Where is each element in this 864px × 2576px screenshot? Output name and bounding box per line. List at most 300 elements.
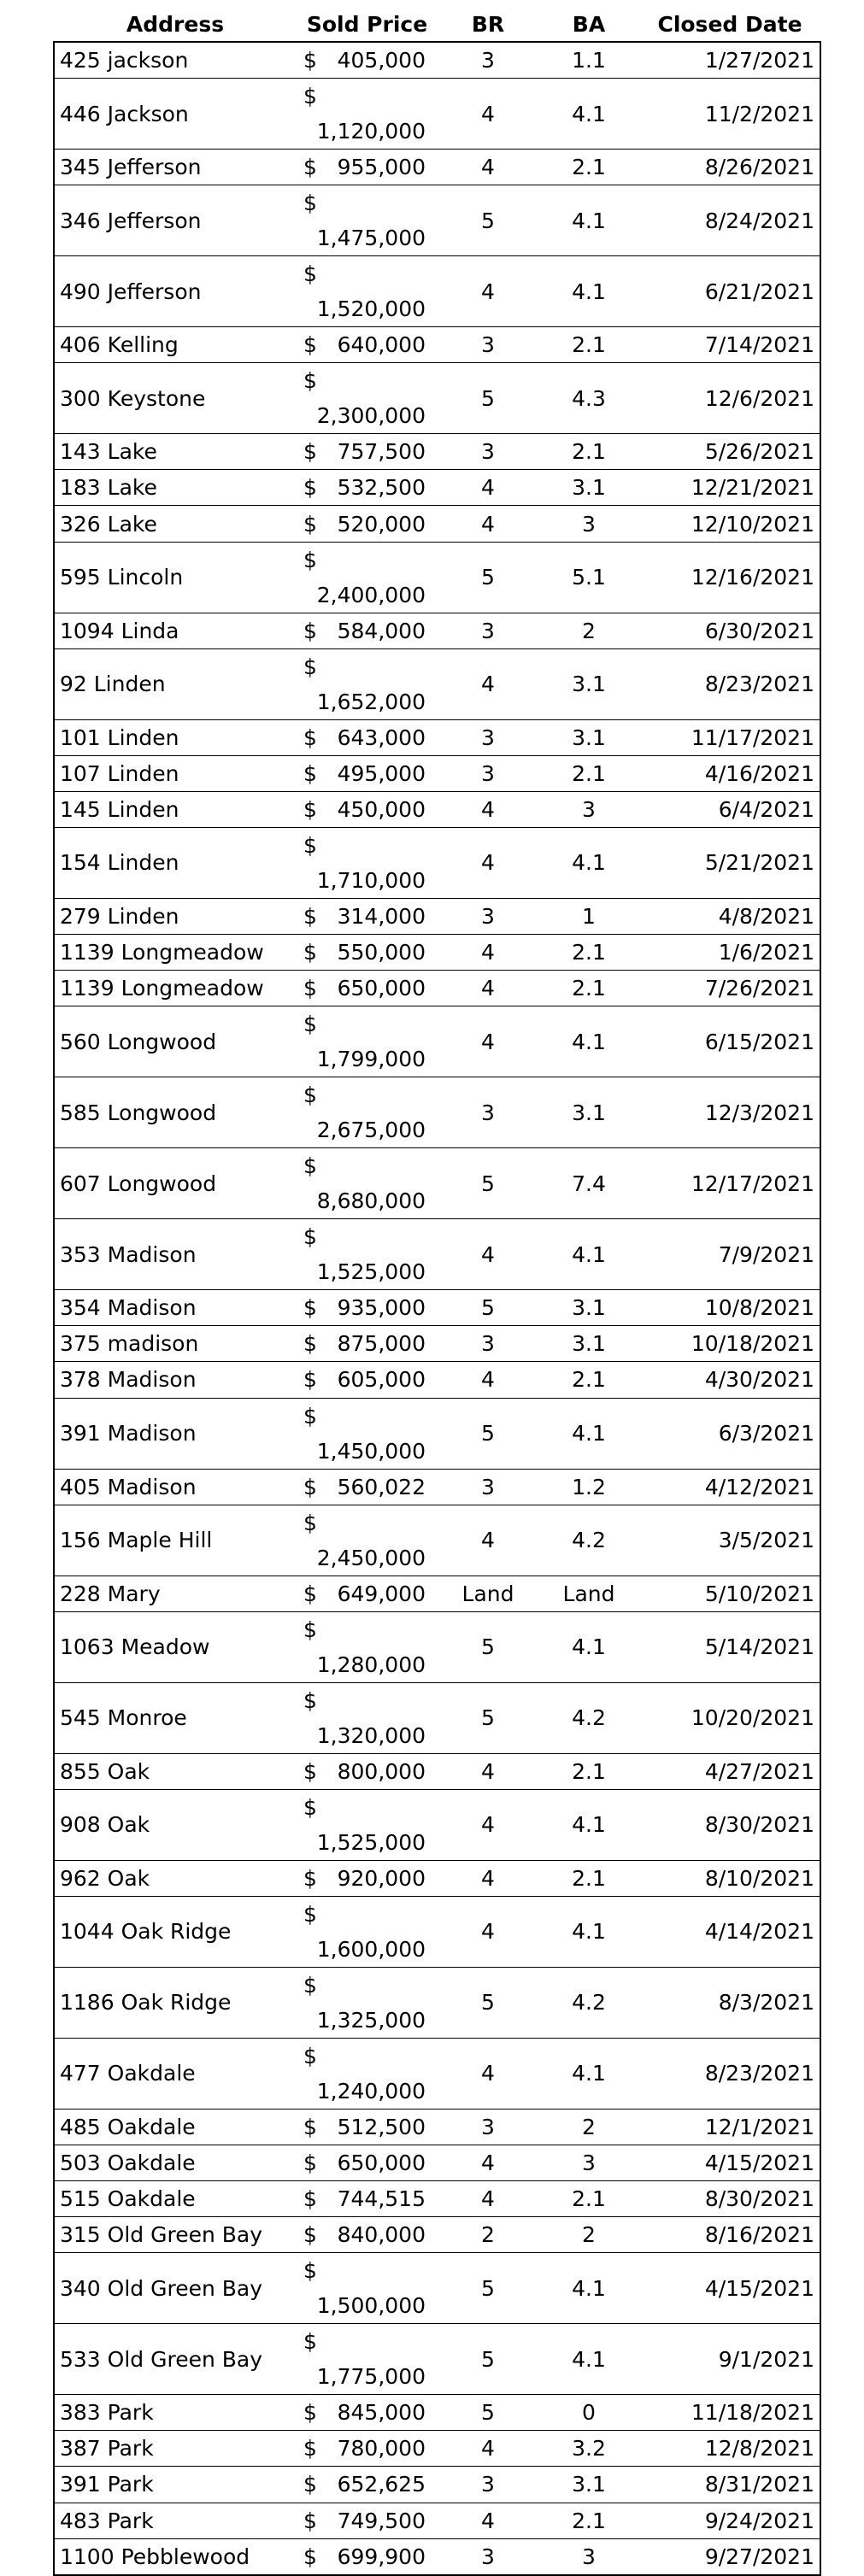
currency-symbol: $	[303, 48, 317, 73]
cell-sold-price	[297, 42, 438, 79]
cell-ba: 2.1	[538, 1753, 639, 1789]
cell-closed-date: 4/27/2021	[639, 1753, 820, 1789]
price-amount: 532,500	[337, 475, 426, 501]
cell-ba: 1	[538, 898, 639, 934]
cell-ba: 4.2	[538, 1682, 639, 1753]
table-row	[54, 1576, 820, 1611]
cell-ba: 3.1	[538, 648, 639, 719]
cell-address: 503 Oakdale	[54, 2145, 297, 2180]
table-row	[54, 755, 820, 791]
cell-address: 545 Monroe	[54, 1682, 297, 1753]
cell-closed-date: 12/3/2021	[639, 1077, 820, 1148]
cell-address: 101 Linden	[54, 719, 297, 755]
cell-address: 228 Mary	[54, 1576, 297, 1611]
cell-closed-date: 4/12/2021	[639, 1469, 820, 1505]
price-amount: 699,900	[337, 2544, 426, 2569]
cell-closed-date: 6/4/2021	[639, 791, 820, 827]
cell-sold-price	[297, 2431, 438, 2467]
price-amount: 512,500	[337, 2114, 426, 2139]
cell-ba: 7.4	[538, 1148, 639, 1219]
cell-address: 391 Park	[54, 2467, 297, 2503]
cell-br: 3	[438, 2538, 538, 2575]
price-amount: 314,000	[337, 903, 426, 929]
price-amount: 520,000	[337, 511, 426, 537]
cell-address: 446 Jackson	[54, 79, 297, 150]
cell-closed-date: 12/1/2021	[639, 2109, 820, 2145]
currency-symbol: $	[303, 2258, 317, 2284]
cell-ba: 4.1	[538, 1006, 639, 1077]
cell-br: 4	[438, 2503, 538, 2538]
table-row	[54, 971, 820, 1006]
price-amount: 2,450,000	[316, 1545, 426, 1570]
price-amount: 840,000	[337, 2222, 426, 2248]
price-amount: 550,000	[337, 940, 426, 965]
cell-closed-date: 4/15/2021	[639, 2145, 820, 2180]
currency-symbol: $	[303, 2329, 317, 2355]
table-row	[54, 506, 820, 542]
cell-closed-date: 6/30/2021	[639, 613, 820, 648]
table-row	[54, 542, 820, 613]
price-amount: 1,600,000	[316, 1936, 426, 1962]
currency-symbol: $	[303, 1794, 317, 1820]
currency-symbol: $	[303, 1901, 317, 1927]
cell-sold-price	[297, 327, 438, 363]
cell-br: 4	[438, 1860, 538, 1896]
price-amount: 560,022	[337, 1474, 426, 1499]
price-amount: 652,625	[337, 2472, 426, 2497]
cell-sold-price	[297, 1611, 438, 1682]
cell-closed-date: 7/14/2021	[639, 327, 820, 363]
cell-ba: 2	[538, 2109, 639, 2145]
table-row	[54, 2181, 820, 2217]
currency-symbol: $	[303, 618, 317, 643]
table-row	[54, 1789, 820, 1860]
table-row	[54, 1611, 820, 1682]
cell-closed-date: 8/23/2021	[639, 648, 820, 719]
currency-symbol: $	[303, 940, 317, 965]
table-row	[54, 2217, 820, 2253]
price-amount: 780,000	[337, 2436, 426, 2462]
cell-sold-price	[297, 935, 438, 971]
currency-symbol: $	[303, 1083, 317, 1108]
cell-ba: 2.1	[538, 1362, 639, 1398]
currency-symbol: $	[303, 2114, 317, 2139]
cell-ba: 3	[538, 791, 639, 827]
table-row	[54, 1148, 820, 1219]
cell-address: 300 Keystone	[54, 363, 297, 434]
price-amount: 640,000	[337, 332, 426, 358]
currency-symbol: $	[303, 2508, 317, 2533]
cell-address: 340 Old Green Bay	[54, 2253, 297, 2324]
cell-ba: Land	[538, 1576, 639, 1611]
table-row	[54, 1469, 820, 1505]
table-row	[54, 434, 820, 470]
cell-closed-date: 6/15/2021	[639, 1006, 820, 1077]
cell-closed-date: 11/18/2021	[639, 2395, 820, 2431]
currency-symbol: $	[303, 654, 317, 679]
cell-sold-price	[297, 2038, 438, 2109]
cell-closed-date: 12/21/2021	[639, 470, 820, 506]
cell-address: 387 Park	[54, 2431, 297, 2467]
table-row	[54, 2253, 820, 2324]
header-address: Address	[126, 11, 225, 37]
cell-ba: 3.1	[538, 1326, 639, 1362]
price-amount: 875,000	[337, 1331, 426, 1357]
price-amount: 1,500,000	[316, 2293, 426, 2319]
cell-closed-date: 11/2/2021	[639, 79, 820, 150]
cell-br: 4	[438, 2181, 538, 2217]
cell-closed-date: 8/24/2021	[639, 185, 820, 256]
cell-br: 3	[438, 327, 538, 363]
cell-sold-price	[297, 827, 438, 898]
table-row	[54, 1219, 820, 1290]
cell-closed-date: 8/26/2021	[639, 150, 820, 185]
currency-symbol: $	[303, 1367, 317, 1393]
cell-ba: 4.1	[538, 2324, 639, 2395]
cell-address: 406 Kelling	[54, 327, 297, 363]
currency-symbol: $	[303, 475, 317, 501]
spreadsheet	[53, 7, 821, 2576]
price-amount: 1,652,000	[316, 689, 426, 714]
cell-sold-price	[297, 79, 438, 150]
cell-sold-price	[297, 1326, 438, 1362]
cell-br: 3	[438, 613, 538, 648]
cell-closed-date: 12/16/2021	[639, 542, 820, 613]
table-row	[54, 327, 820, 363]
cell-br: 4	[438, 1219, 538, 1290]
table-row	[54, 2145, 820, 2180]
cell-address: 346 Jefferson	[54, 185, 297, 256]
table-row	[54, 2324, 820, 2395]
cell-br: 5	[438, 542, 538, 613]
cell-closed-date: 11/17/2021	[639, 719, 820, 755]
cell-closed-date: 10/18/2021	[639, 1326, 820, 1362]
cell-ba: 2.1	[538, 2181, 639, 2217]
cell-address: 1100 Pebblewood	[54, 2538, 297, 2575]
cell-closed-date: 9/1/2021	[639, 2324, 820, 2395]
price-amount: 2,675,000	[316, 1118, 426, 1143]
cell-ba: 3.1	[538, 719, 639, 755]
cell-br: 4	[438, 1753, 538, 1789]
cell-sold-price	[297, 2145, 438, 2180]
table-row	[54, 79, 820, 150]
price-amount: 800,000	[337, 1758, 426, 1784]
header-row	[54, 7, 820, 42]
price-amount: 845,000	[337, 2400, 426, 2426]
currency-symbol: $	[303, 332, 317, 358]
cell-sold-price	[297, 1860, 438, 1896]
cell-br: 4	[438, 1789, 538, 1860]
cell-address: 345 Jefferson	[54, 150, 297, 185]
cell-sold-price	[297, 185, 438, 256]
cell-br: Land	[438, 1576, 538, 1611]
price-amount: 1,799,000	[316, 1047, 426, 1072]
currency-symbol: $	[303, 1474, 317, 1499]
table-row	[54, 1967, 820, 2038]
cell-address: 1094 Linda	[54, 613, 297, 648]
cell-closed-date: 10/8/2021	[639, 1290, 820, 1326]
cell-br: 5	[438, 1611, 538, 1682]
cell-br: 4	[438, 2038, 538, 2109]
currency-symbol: $	[303, 1581, 317, 1606]
currency-symbol: $	[303, 1510, 317, 1535]
cell-address: 483 Park	[54, 2503, 297, 2538]
cell-br: 2	[438, 2217, 538, 2253]
cell-sold-price	[297, 542, 438, 613]
cell-closed-date: 6/3/2021	[639, 1398, 820, 1469]
cell-closed-date: 1/27/2021	[639, 42, 820, 79]
cell-sold-price	[297, 1077, 438, 1148]
table-row	[54, 2503, 820, 2538]
cell-closed-date: 9/27/2021	[639, 2538, 820, 2575]
cell-sold-price	[297, 363, 438, 434]
currency-symbol: $	[303, 832, 317, 858]
header-sold-price: Sold Price	[306, 11, 428, 37]
cell-ba: 4.1	[538, 2038, 639, 2109]
cell-sold-price	[297, 1753, 438, 1789]
table-row	[54, 150, 820, 185]
price-amount: 1,710,000	[316, 867, 426, 893]
cell-closed-date: 9/24/2021	[639, 2503, 820, 2538]
price-amount: 744,515	[337, 2186, 426, 2212]
cell-br: 4	[438, 2145, 538, 2180]
cell-address: 315 Old Green Bay	[54, 2217, 297, 2253]
cell-closed-date: 4/14/2021	[639, 1896, 820, 1967]
cell-address: 425 jackson	[54, 42, 297, 79]
currency-symbol: $	[303, 976, 317, 1001]
cell-br: 5	[438, 1398, 538, 1469]
price-amount: 1,280,000	[316, 1652, 426, 1677]
cell-closed-date: 3/5/2021	[639, 1505, 820, 1576]
table-row	[54, 42, 820, 79]
cell-sold-price	[297, 2181, 438, 2217]
cell-ba: 3	[538, 2145, 639, 2180]
cell-closed-date: 8/16/2021	[639, 2217, 820, 2253]
table-body	[54, 42, 820, 2575]
price-amount: 605,000	[337, 1367, 426, 1393]
currency-symbol: $	[303, 1972, 317, 1998]
currency-symbol: $	[303, 1012, 317, 1037]
cell-closed-date: 7/9/2021	[639, 1219, 820, 1290]
cell-address: 375 madison	[54, 1326, 297, 1362]
cell-ba: 2.1	[538, 1860, 639, 1896]
cell-address: 405 Madison	[54, 1469, 297, 1505]
cell-ba: 4.1	[538, 827, 639, 898]
cell-sold-price	[297, 1682, 438, 1753]
currency-symbol: $	[303, 155, 317, 180]
cell-address: 353 Madison	[54, 1219, 297, 1290]
table-row	[54, 2109, 820, 2145]
cell-br: 4	[438, 2431, 538, 2467]
cell-closed-date: 6/21/2021	[639, 256, 820, 327]
currency-symbol: $	[303, 84, 317, 109]
currency-symbol: $	[303, 1865, 317, 1891]
price-amount: 405,000	[337, 48, 426, 73]
cell-sold-price	[297, 1219, 438, 1290]
cell-address: 477 Oakdale	[54, 2038, 297, 2109]
cell-ba: 1.1	[538, 42, 639, 79]
price-amount: 1,320,000	[316, 1722, 426, 1748]
cell-br: 5	[438, 185, 538, 256]
cell-address: 1044 Oak Ridge	[54, 1896, 297, 1967]
cell-ba: 4.3	[538, 363, 639, 434]
cell-address: 515 Oakdale	[54, 2181, 297, 2217]
cell-ba: 2.1	[538, 150, 639, 185]
price-amount: 1,120,000	[316, 119, 426, 144]
price-amount: 1,475,000	[316, 226, 426, 251]
cell-ba: 4.1	[538, 185, 639, 256]
cell-sold-price	[297, 1505, 438, 1576]
cell-address: 391 Madison	[54, 1398, 297, 1469]
cell-address: 92 Linden	[54, 648, 297, 719]
price-amount: 1,240,000	[316, 2078, 426, 2104]
cell-sold-price	[297, 2324, 438, 2395]
currency-symbol: $	[303, 1687, 317, 1713]
cell-closed-date: 4/16/2021	[639, 755, 820, 791]
cell-sold-price	[297, 898, 438, 934]
cell-sold-price	[297, 719, 438, 755]
cell-closed-date: 1/6/2021	[639, 935, 820, 971]
cell-address: 855 Oak	[54, 1753, 297, 1789]
cell-br: 4	[438, 935, 538, 971]
table-row	[54, 2467, 820, 2503]
cell-ba: 2.1	[538, 327, 639, 363]
price-amount: 643,000	[337, 725, 426, 750]
cell-address: 354 Madison	[54, 1290, 297, 1326]
currency-symbol: $	[303, 1758, 317, 1784]
cell-closed-date: 12/17/2021	[639, 1148, 820, 1219]
cell-br: 5	[438, 2395, 538, 2431]
table-row	[54, 1006, 820, 1077]
price-amount: 649,000	[337, 1581, 426, 1606]
cell-ba: 4.1	[538, 1789, 639, 1860]
cell-closed-date: 5/10/2021	[639, 1576, 820, 1611]
cell-sold-price	[297, 2503, 438, 2538]
cell-sold-price	[297, 2109, 438, 2145]
currency-symbol: $	[303, 1403, 317, 1429]
cell-closed-date: 8/31/2021	[639, 2467, 820, 2503]
cell-address: 595 Lincoln	[54, 542, 297, 613]
currency-symbol: $	[303, 511, 317, 537]
table-row	[54, 256, 820, 327]
header-ba: BA	[572, 11, 606, 37]
currency-symbol: $	[303, 191, 317, 216]
currency-symbol: $	[303, 2544, 317, 2569]
cell-sold-price	[297, 1398, 438, 1469]
currency-symbol: $	[303, 1153, 317, 1179]
cell-ba: 2	[538, 613, 639, 648]
cell-ba: 4.1	[538, 79, 639, 150]
cell-address: 154 Linden	[54, 827, 297, 898]
table-row	[54, 1896, 820, 1967]
currency-symbol: $	[303, 2436, 317, 2462]
cell-ba: 0	[538, 2395, 639, 2431]
cell-br: 5	[438, 2253, 538, 2324]
table-row	[54, 1077, 820, 1148]
cell-br: 5	[438, 1290, 538, 1326]
cell-sold-price	[297, 1362, 438, 1398]
currency-symbol: $	[303, 1295, 317, 1321]
cell-ba: 4.1	[538, 1219, 639, 1290]
currency-symbol: $	[303, 760, 317, 786]
cell-sold-price	[297, 2217, 438, 2253]
cell-sold-price	[297, 470, 438, 506]
sales-table	[53, 7, 821, 2576]
cell-ba: 2.1	[538, 971, 639, 1006]
cell-closed-date: 12/10/2021	[639, 506, 820, 542]
cell-address: 1139 Longmeadow	[54, 935, 297, 971]
cell-address: 485 Oakdale	[54, 2109, 297, 2145]
price-amount: 920,000	[337, 1865, 426, 1891]
table-row	[54, 827, 820, 898]
table-row	[54, 1860, 820, 1896]
cell-ba: 3.2	[538, 2431, 639, 2467]
cell-ba: 3.1	[538, 1077, 639, 1148]
table-row	[54, 2038, 820, 2109]
cell-br: 4	[438, 150, 538, 185]
price-amount: 1,525,000	[316, 1829, 426, 1855]
price-amount: 955,000	[337, 155, 426, 180]
cell-sold-price	[297, 1469, 438, 1505]
cell-br: 3	[438, 898, 538, 934]
price-amount: 650,000	[337, 2151, 426, 2176]
cell-sold-price	[297, 791, 438, 827]
price-amount: 1,450,000	[316, 1438, 426, 1464]
cell-address: 908 Oak	[54, 1789, 297, 1860]
currency-symbol: $	[303, 2186, 317, 2212]
cell-br: 4	[438, 256, 538, 327]
cell-br: 4	[438, 648, 538, 719]
cell-ba: 4.1	[538, 1611, 639, 1682]
table-row	[54, 1326, 820, 1362]
table-row	[54, 613, 820, 648]
cell-sold-price	[297, 2395, 438, 2431]
cell-br: 4	[438, 506, 538, 542]
cell-address: 378 Madison	[54, 1362, 297, 1398]
cell-closed-date: 5/26/2021	[639, 434, 820, 470]
currency-symbol: $	[303, 1617, 317, 1642]
table-row	[54, 791, 820, 827]
cell-sold-price	[297, 1967, 438, 2038]
cell-closed-date: 4/30/2021	[639, 1362, 820, 1398]
cell-closed-date: 8/10/2021	[639, 1860, 820, 1896]
cell-closed-date: 8/30/2021	[639, 1789, 820, 1860]
table-row	[54, 1753, 820, 1789]
cell-sold-price	[297, 1148, 438, 1219]
cell-sold-price	[297, 755, 438, 791]
cell-ba: 3.1	[538, 1290, 639, 1326]
table-row	[54, 363, 820, 434]
cell-ba: 3	[538, 506, 639, 542]
cell-br: 3	[438, 1469, 538, 1505]
price-amount: 1,520,000	[316, 296, 426, 322]
price-amount: 495,000	[337, 760, 426, 786]
cell-ba: 5.1	[538, 542, 639, 613]
cell-br: 3	[438, 2467, 538, 2503]
currency-symbol: $	[303, 2400, 317, 2426]
cell-ba: 4.2	[538, 1505, 639, 1576]
cell-ba: 4.1	[538, 256, 639, 327]
currency-symbol: $	[303, 1331, 317, 1357]
currency-symbol: $	[303, 439, 317, 465]
cell-sold-price	[297, 1896, 438, 1967]
table-row	[54, 1505, 820, 1576]
cell-address: 183 Lake	[54, 470, 297, 506]
table-row	[54, 1290, 820, 1326]
currency-symbol: $	[303, 2222, 317, 2248]
table-row	[54, 898, 820, 934]
cell-br: 3	[438, 42, 538, 79]
